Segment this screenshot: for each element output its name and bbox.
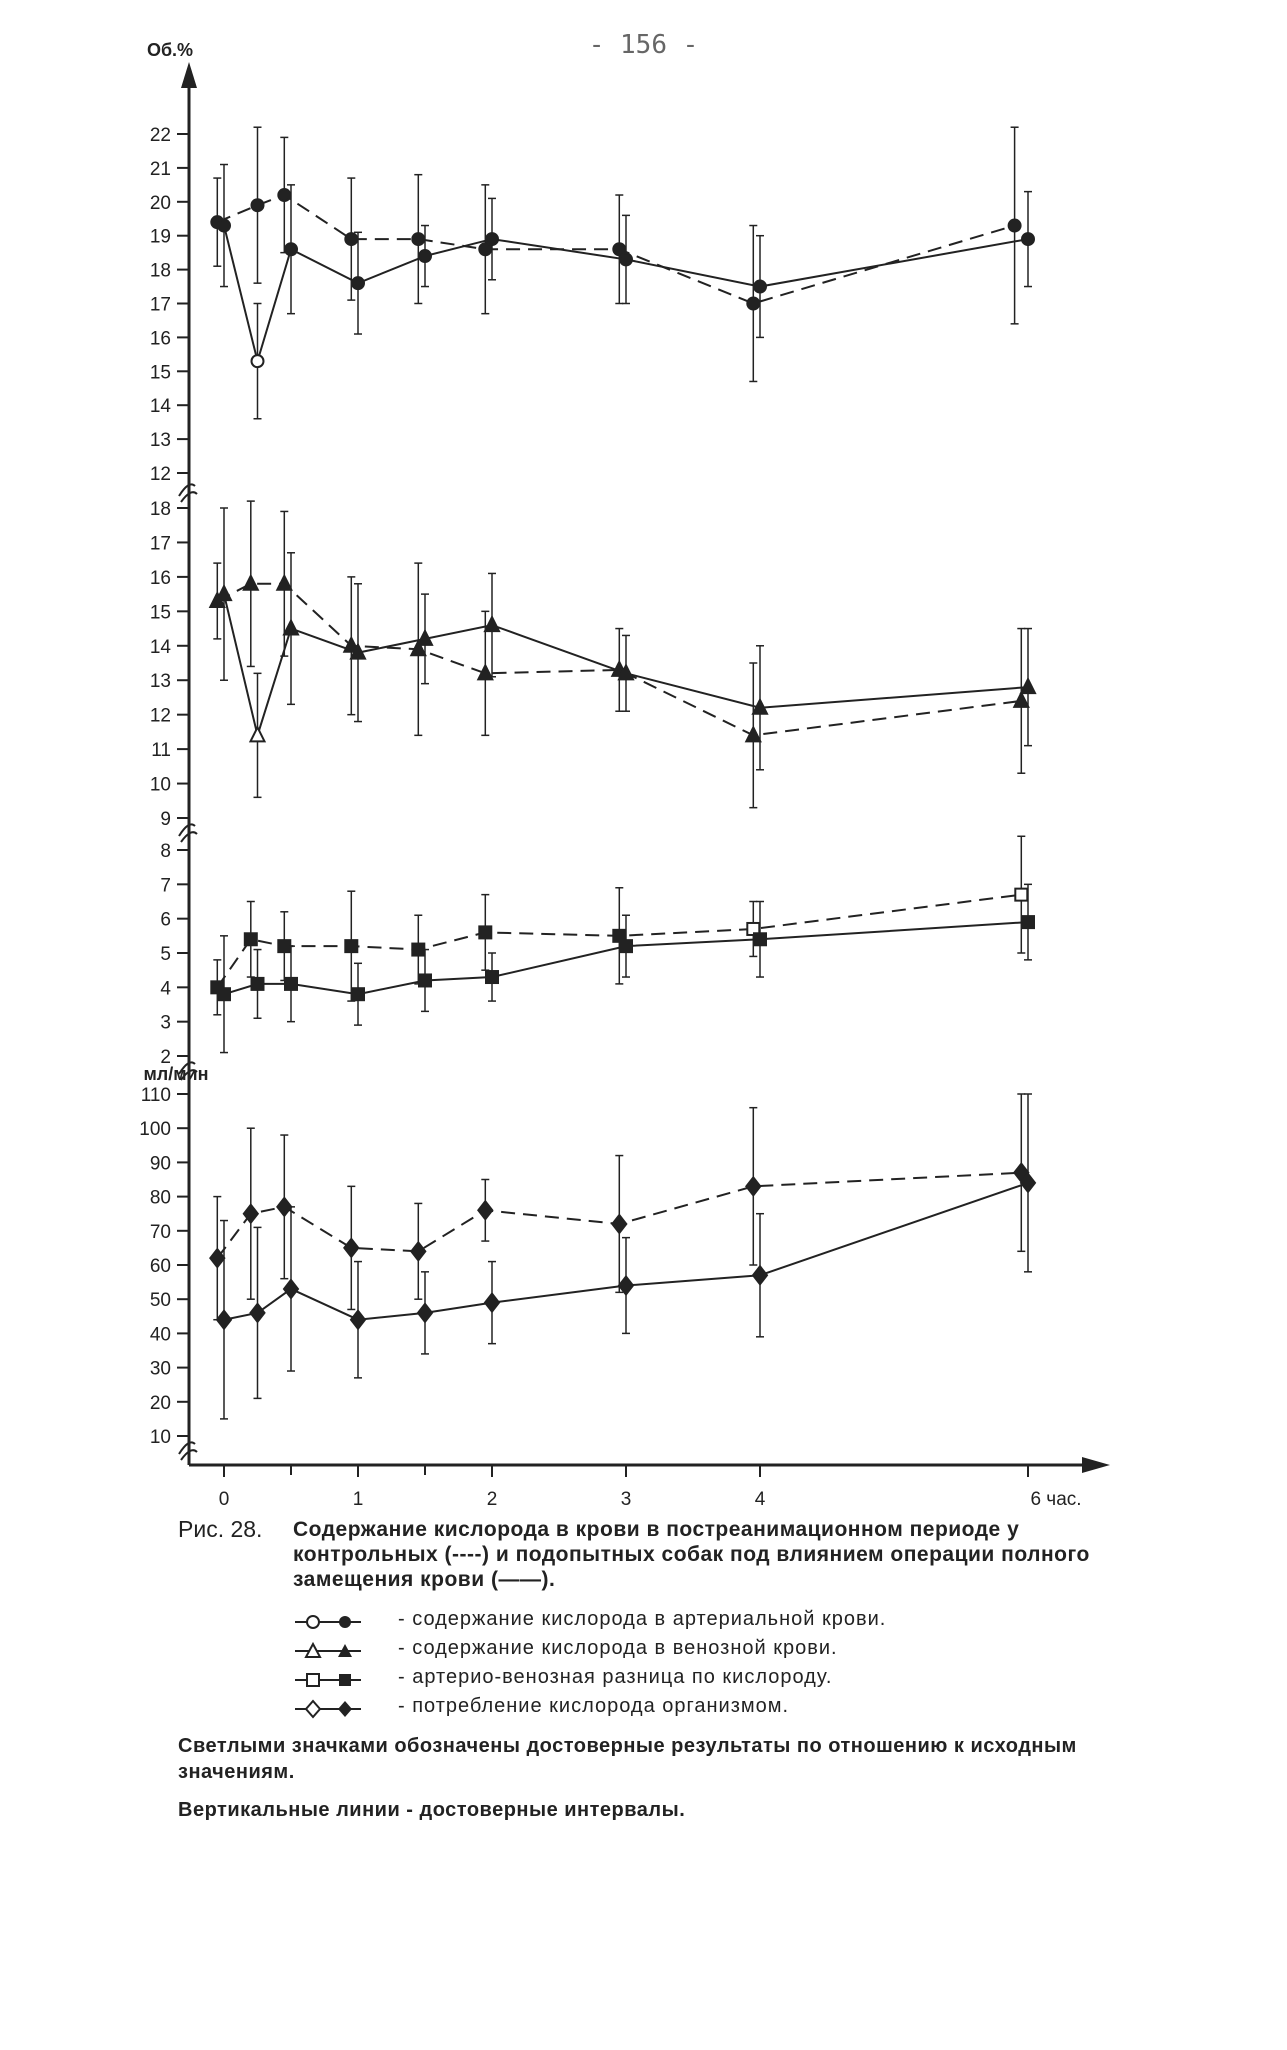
y-axis-arrow — [181, 62, 197, 88]
y-tick-label: 30 — [149, 1358, 171, 1380]
legend-item-av-difference — [293, 1666, 1093, 1694]
series-solid — [217, 1094, 1035, 1419]
y-tick-label: 16 — [149, 328, 171, 350]
y-tick-label: 10 — [149, 774, 171, 796]
series-dashed — [210, 501, 1028, 808]
data-point — [284, 621, 298, 635]
data-point — [478, 1201, 492, 1219]
y-tick-label: 14 — [149, 396, 171, 418]
note-significance: Светлыми значками обозначены достоверные результаты по отношению к исходным значениям. — [178, 1735, 1077, 1783]
data-point — [620, 940, 632, 952]
panel-arterial-oxygen — [147, 40, 1034, 485]
data-point — [351, 1311, 365, 1329]
data-point — [412, 233, 424, 245]
panel-venous-oxygen — [150, 499, 1035, 830]
y-tick-label: 100 — [139, 1119, 171, 1141]
data-point — [1014, 693, 1028, 707]
data-point — [244, 576, 258, 590]
y-tick-label: 12 — [149, 705, 171, 727]
legend-item-venous — [293, 1637, 1093, 1665]
legend-item-arterial — [293, 1608, 1093, 1636]
data-point — [284, 1280, 298, 1298]
data-point — [746, 727, 760, 741]
data-point — [753, 1266, 767, 1284]
data-point — [251, 727, 265, 741]
data-point — [1021, 679, 1035, 693]
data-point — [285, 978, 297, 990]
y-tick-label: 15 — [149, 602, 171, 624]
legend-text: - содержание кислорода в артериальной крови. — [398, 1608, 887, 1630]
y-unit-label: Об.% — [146, 40, 194, 60]
data-point — [218, 988, 230, 1000]
data-point — [217, 1311, 231, 1329]
x-tick-label: 1 — [352, 1489, 364, 1510]
y-tick-label: 6 — [160, 909, 171, 931]
square-markers-icon — [293, 1668, 363, 1692]
data-point — [218, 220, 230, 232]
page-number: - 156 - — [588, 30, 699, 60]
data-point — [1022, 916, 1034, 928]
data-point — [252, 978, 264, 990]
series-solid — [218, 884, 1034, 1052]
legend-item-consumption — [293, 1695, 1093, 1723]
y-unit-label: мл/мин — [143, 1064, 209, 1084]
y-tick-label: 3 — [160, 1012, 171, 1034]
data-point — [252, 355, 264, 367]
y-tick-label: 110 — [140, 1085, 171, 1106]
data-point — [754, 933, 766, 945]
circle-markers-icon — [293, 1610, 363, 1634]
axes-layer — [179, 62, 1110, 1510]
data-point — [486, 971, 498, 983]
note-intervals: Вертикальные линии - достоверные интервалы. — [178, 1799, 686, 1821]
data-point — [486, 233, 498, 245]
x-tick-label: 4 — [754, 1489, 766, 1510]
series-solid — [217, 508, 1035, 797]
y-tick-label: 12 — [149, 464, 171, 485]
y-tick-label: 14 — [149, 636, 171, 658]
data-point — [419, 974, 431, 986]
series-solid — [218, 165, 1034, 419]
y-tick-label: 13 — [149, 671, 171, 693]
panel-oxygen-consumption — [139, 1064, 1035, 1448]
x-tick-label: 3 — [620, 1489, 632, 1510]
data-point — [252, 199, 264, 211]
y-tick-label: 22 — [149, 125, 171, 146]
panel-arterio-venous-difference — [160, 836, 1034, 1068]
data-point — [352, 277, 364, 289]
y-tick-label: 2 — [160, 1047, 171, 1068]
y-tick-label: 4 — [160, 978, 171, 1000]
data-point — [612, 1215, 626, 1233]
legend-text: - содержание кислорода в венозной крови. — [398, 1637, 838, 1659]
legend-text: - потребление кислорода организмом. — [398, 1695, 790, 1717]
y-tick-label: 20 — [149, 192, 171, 214]
series-dashed — [211, 836, 1027, 1015]
caption-text: Содержание кислорода в крови в постреанимационном периоде у контрольных (----) и подопытных собак под влиянием операции полного замещения крови (——). — [293, 1518, 1090, 1591]
triangle-markers-icon — [293, 1639, 363, 1663]
data-point — [479, 926, 491, 938]
y-tick-label: 18 — [149, 499, 171, 520]
data-point — [485, 617, 499, 631]
y-tick-label: 80 — [149, 1187, 171, 1209]
y-tick-label: 10 — [149, 1427, 171, 1448]
data-point — [344, 1239, 358, 1257]
x-tick-label: 2 — [486, 1489, 498, 1510]
diamond-markers-icon — [293, 1697, 363, 1721]
figure-label: Рис. 28. — [178, 1516, 263, 1542]
y-tick-label: 40 — [149, 1324, 171, 1346]
y-tick-label: 19 — [149, 226, 171, 248]
data-point — [1022, 233, 1034, 245]
y-tick-label: 60 — [149, 1256, 171, 1277]
y-tick-label: 15 — [149, 362, 171, 384]
data-point — [345, 940, 357, 952]
data-point — [747, 298, 759, 310]
panels-layer — [139, 40, 1035, 1448]
data-point — [485, 1294, 499, 1312]
y-tick-label: 17 — [149, 294, 171, 316]
data-point — [285, 243, 297, 255]
data-point — [1015, 889, 1027, 901]
series-dashed — [211, 127, 1020, 381]
data-point — [251, 1304, 265, 1322]
y-tick-label: 70 — [149, 1221, 171, 1243]
data-point — [217, 586, 231, 600]
y-tick-label: 16 — [149, 567, 171, 589]
data-point — [411, 1242, 425, 1260]
data-point — [754, 281, 766, 293]
data-point — [345, 233, 357, 245]
y-tick-label: 9 — [160, 809, 171, 830]
y-tick-label: 7 — [160, 875, 171, 897]
y-tick-label: 18 — [149, 260, 171, 282]
data-point — [278, 189, 290, 201]
data-point — [419, 250, 431, 262]
y-tick-label: 50 — [149, 1290, 171, 1312]
y-tick-label: 8 — [160, 841, 171, 862]
x-axis-arrow — [1082, 1457, 1110, 1473]
y-tick-label: 11 — [151, 740, 171, 762]
data-point — [620, 253, 632, 265]
legend-text: - артерио-венозная разница по кислороду. — [398, 1666, 833, 1688]
y-tick-label: 21 — [149, 158, 171, 180]
data-point — [352, 988, 364, 1000]
data-point — [746, 1177, 760, 1195]
data-point — [418, 1304, 432, 1322]
y-tick-label: 5 — [160, 944, 171, 965]
x-tick-label: 0 — [218, 1489, 230, 1510]
data-point — [1009, 220, 1021, 232]
data-point — [245, 933, 257, 945]
y-tick-label: 90 — [149, 1153, 171, 1175]
y-tick-label: 20 — [149, 1392, 171, 1414]
x-tick-label: 6 час. — [1030, 1489, 1082, 1510]
y-tick-label: 13 — [149, 430, 171, 452]
y-tick-label: 17 — [149, 533, 171, 555]
